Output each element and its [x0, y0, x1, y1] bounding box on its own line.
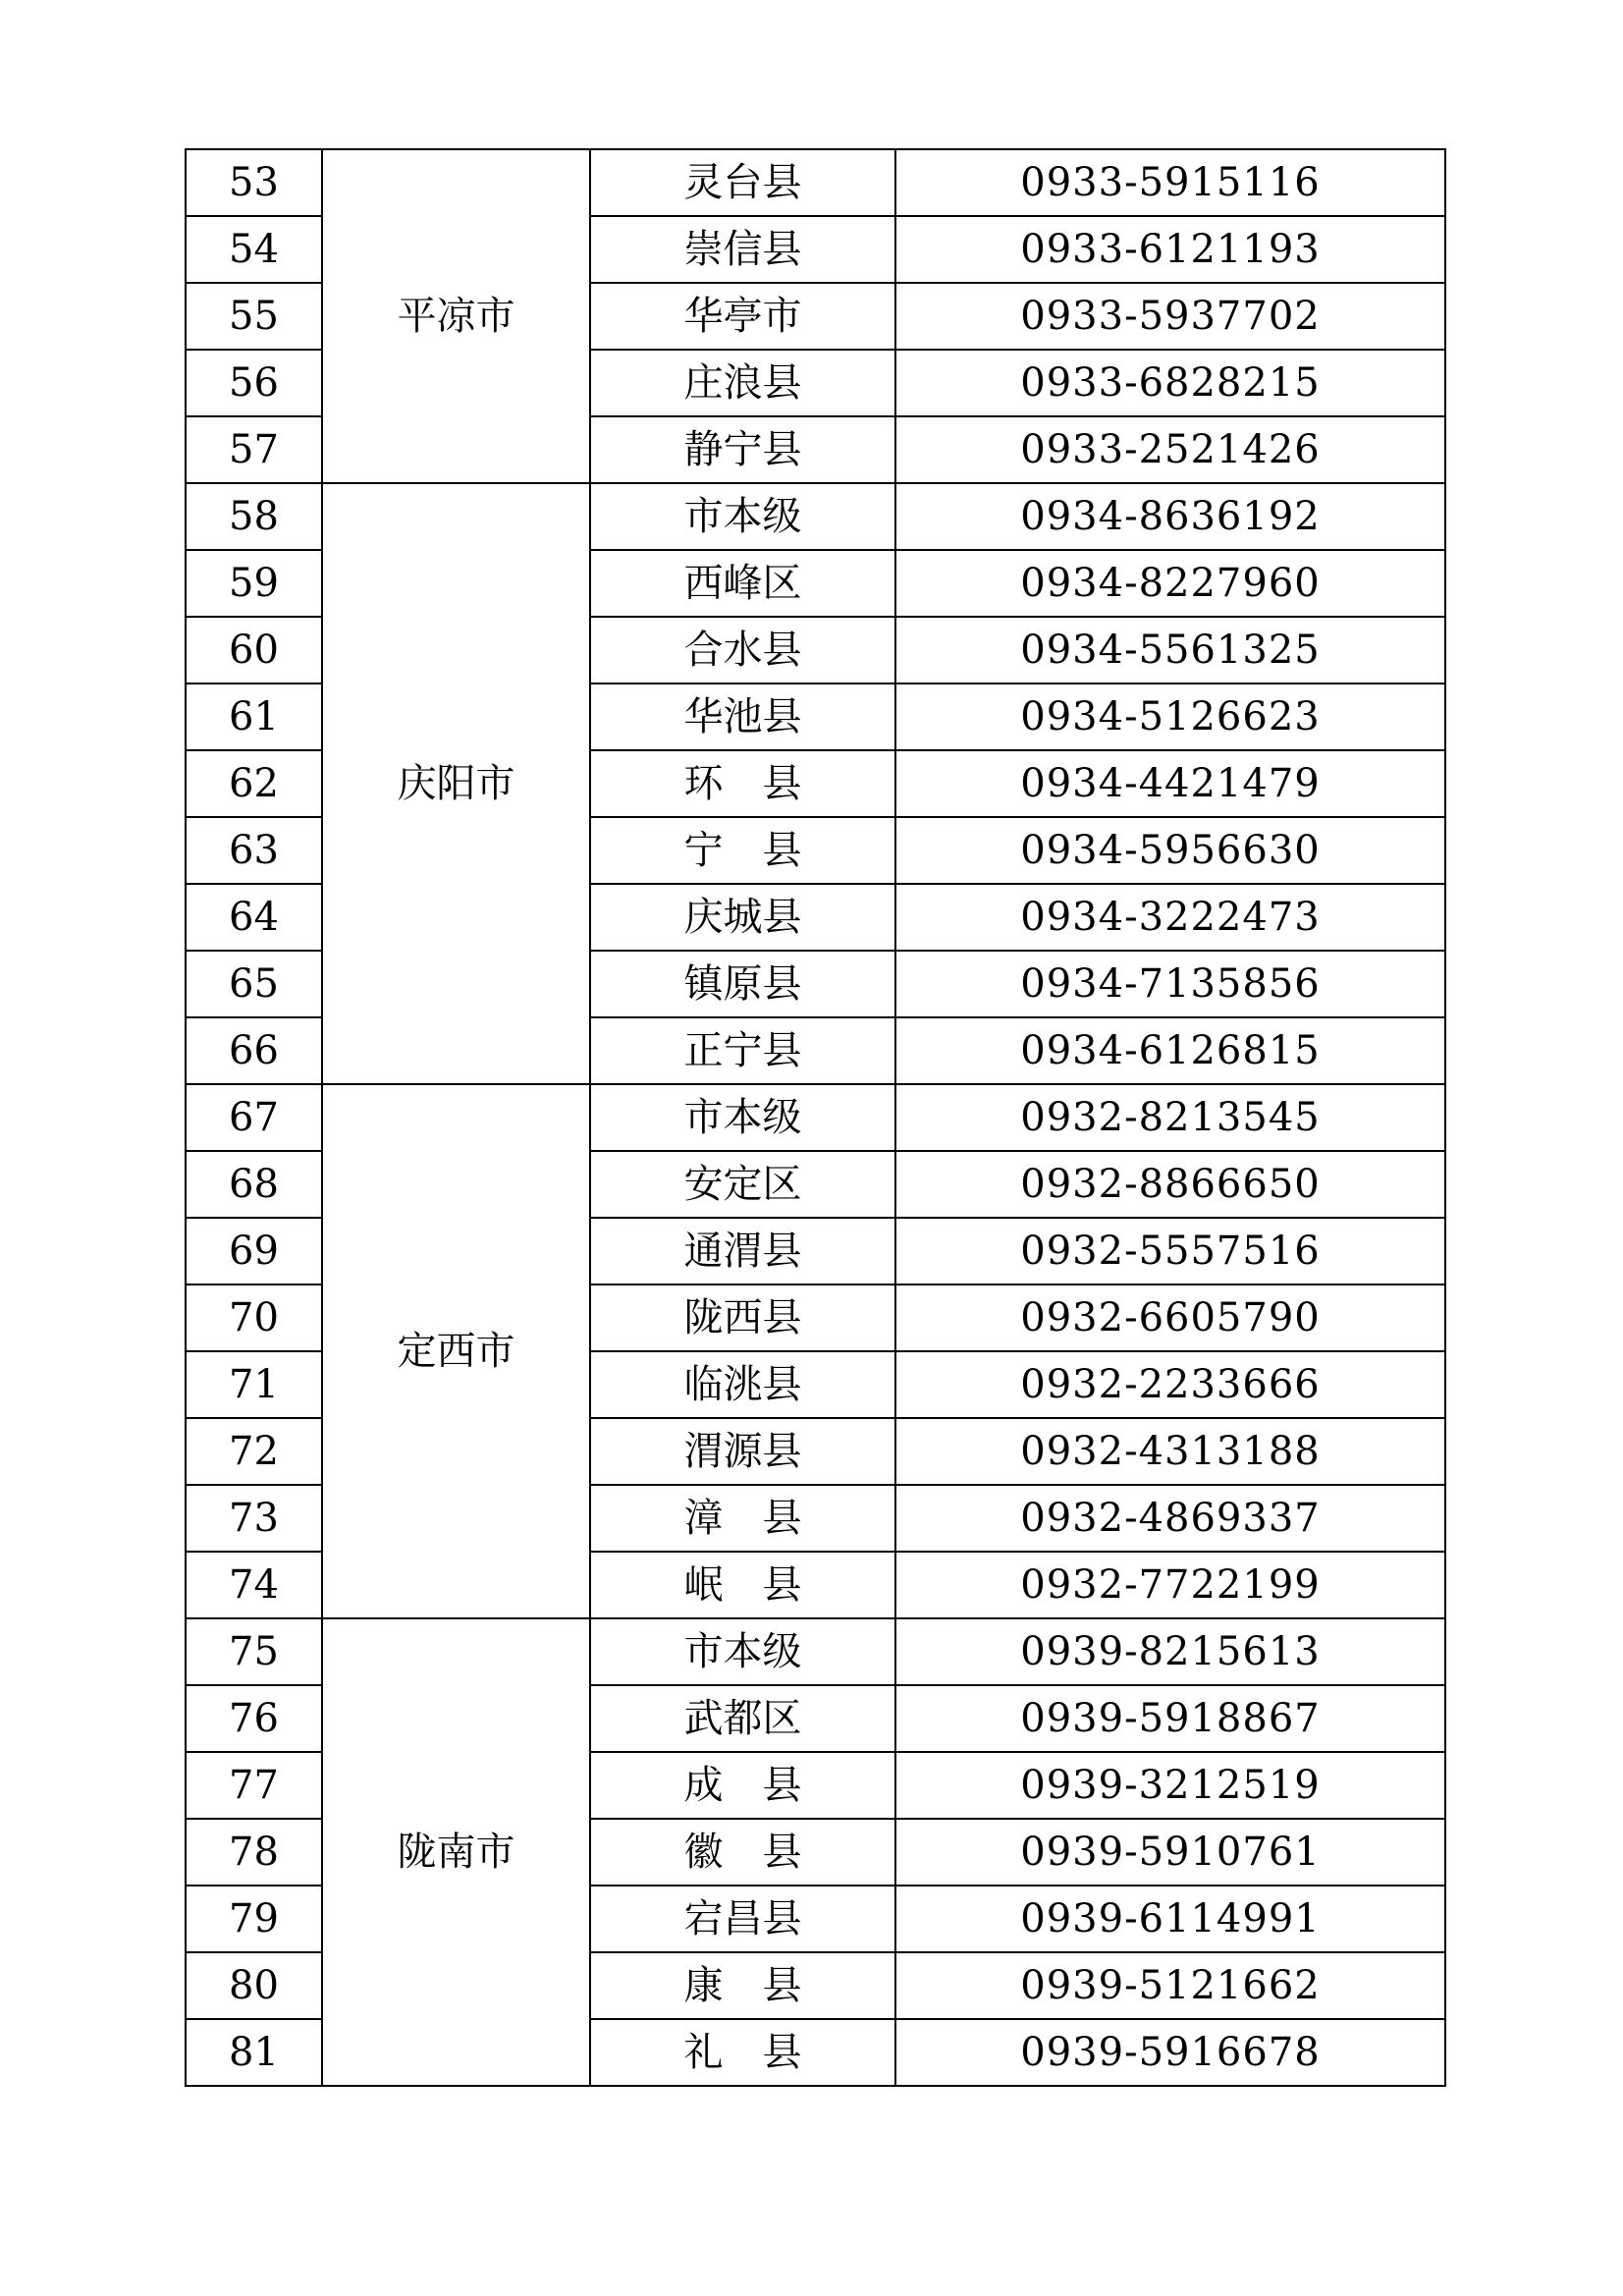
row-number-cell: 64 — [186, 884, 322, 951]
row-number-cell: 65 — [186, 951, 322, 1017]
phone-cell: 0932-8213545 — [895, 1084, 1445, 1151]
phone-cell: 0939-5916678 — [895, 2019, 1445, 2086]
row-number-cell: 71 — [186, 1351, 322, 1418]
row-number-cell: 67 — [186, 1084, 322, 1151]
row-number-cell: 54 — [186, 216, 322, 283]
phone-cell: 0934-7135856 — [895, 951, 1445, 1017]
row-number-cell: 76 — [186, 1685, 322, 1752]
row-number-cell: 68 — [186, 1151, 322, 1218]
city-cell: 庆阳市 — [322, 483, 590, 1084]
county-cell: 岷 县 — [590, 1552, 895, 1618]
row-number-cell: 79 — [186, 1886, 322, 1952]
phone-cell: 0933-2521426 — [895, 416, 1445, 483]
phone-cell: 0939-5918867 — [895, 1685, 1445, 1752]
county-cell: 徽 县 — [590, 1819, 895, 1886]
phone-cell: 0934-5126623 — [895, 683, 1445, 750]
county-cell: 成 县 — [590, 1752, 895, 1819]
table-row — [186, 1618, 1445, 1685]
row-number-cell: 58 — [186, 483, 322, 550]
county-cell: 通渭县 — [590, 1218, 895, 1285]
county-cell: 环 县 — [590, 750, 895, 817]
row-number-cell: 75 — [186, 1618, 322, 1685]
phone-cell: 0933-5915116 — [895, 149, 1445, 216]
county-cell: 静宁县 — [590, 416, 895, 483]
contact-table-body — [186, 149, 1445, 2086]
phone-cell: 0939-8215613 — [895, 1618, 1445, 1685]
county-cell: 庄浪县 — [590, 350, 895, 416]
county-cell: 崇信县 — [590, 216, 895, 283]
phone-cell: 0932-2233666 — [895, 1351, 1445, 1418]
county-cell: 市本级 — [590, 483, 895, 550]
row-number-cell: 69 — [186, 1218, 322, 1285]
row-number-cell: 78 — [186, 1819, 322, 1886]
county-cell: 合水县 — [590, 617, 895, 683]
city-cell: 陇南市 — [322, 1618, 590, 2086]
row-number-cell: 72 — [186, 1418, 322, 1485]
phone-cell: 0934-8636192 — [895, 483, 1445, 550]
row-number-cell: 73 — [186, 1485, 322, 1552]
city-cell: 定西市 — [322, 1084, 590, 1618]
county-cell: 临洮县 — [590, 1351, 895, 1418]
table-row — [186, 483, 1445, 550]
row-number-cell: 70 — [186, 1285, 322, 1351]
phone-cell: 0932-5557516 — [895, 1218, 1445, 1285]
county-cell: 庆城县 — [590, 884, 895, 951]
row-number-cell: 66 — [186, 1017, 322, 1084]
phone-cell: 0939-6114991 — [895, 1886, 1445, 1952]
county-cell: 华池县 — [590, 683, 895, 750]
county-cell: 镇原县 — [590, 951, 895, 1017]
county-cell: 正宁县 — [590, 1017, 895, 1084]
row-number-cell: 61 — [186, 683, 322, 750]
county-cell: 灵台县 — [590, 149, 895, 216]
county-cell: 漳 县 — [590, 1485, 895, 1552]
county-cell: 渭源县 — [590, 1418, 895, 1485]
phone-cell: 0934-3222473 — [895, 884, 1445, 951]
phone-cell: 0939-5121662 — [895, 1952, 1445, 2019]
phone-cell: 0932-7722199 — [895, 1552, 1445, 1618]
phone-cell: 0939-3212519 — [895, 1752, 1445, 1819]
phone-cell: 0932-8866650 — [895, 1151, 1445, 1218]
phone-cell: 0934-4421479 — [895, 750, 1445, 817]
row-number-cell: 59 — [186, 550, 322, 617]
contact-table — [185, 148, 1446, 2087]
phone-cell: 0934-5956630 — [895, 817, 1445, 884]
row-number-cell: 80 — [186, 1952, 322, 2019]
county-cell: 礼 县 — [590, 2019, 895, 2086]
county-cell: 市本级 — [590, 1084, 895, 1151]
phone-cell: 0934-5561325 — [895, 617, 1445, 683]
phone-cell: 0932-4869337 — [895, 1485, 1445, 1552]
city-cell: 平凉市 — [322, 149, 590, 483]
row-number-cell: 56 — [186, 350, 322, 416]
row-number-cell: 63 — [186, 817, 322, 884]
phone-cell: 0933-5937702 — [895, 283, 1445, 350]
county-cell: 华亭市 — [590, 283, 895, 350]
county-cell: 市本级 — [590, 1618, 895, 1685]
county-cell: 宁 县 — [590, 817, 895, 884]
county-cell: 陇西县 — [590, 1285, 895, 1351]
county-cell: 西峰区 — [590, 550, 895, 617]
phone-cell: 0932-6605790 — [895, 1285, 1445, 1351]
county-cell: 武都区 — [590, 1685, 895, 1752]
table-row — [186, 149, 1445, 216]
phone-cell: 0934-8227960 — [895, 550, 1445, 617]
row-number-cell: 74 — [186, 1552, 322, 1618]
phone-cell: 0934-6126815 — [895, 1017, 1445, 1084]
row-number-cell: 60 — [186, 617, 322, 683]
phone-cell: 0933-6121193 — [895, 216, 1445, 283]
phone-cell: 0939-5910761 — [895, 1819, 1445, 1886]
county-cell: 安定区 — [590, 1151, 895, 1218]
row-number-cell: 53 — [186, 149, 322, 216]
row-number-cell: 77 — [186, 1752, 322, 1819]
phone-cell: 0932-4313188 — [895, 1418, 1445, 1485]
row-number-cell: 55 — [186, 283, 322, 350]
county-cell: 康 县 — [590, 1952, 895, 2019]
phone-cell: 0933-6828215 — [895, 350, 1445, 416]
county-cell: 宕昌县 — [590, 1886, 895, 1952]
row-number-cell: 81 — [186, 2019, 322, 2086]
row-number-cell: 62 — [186, 750, 322, 817]
table-row — [186, 1084, 1445, 1151]
row-number-cell: 57 — [186, 416, 322, 483]
